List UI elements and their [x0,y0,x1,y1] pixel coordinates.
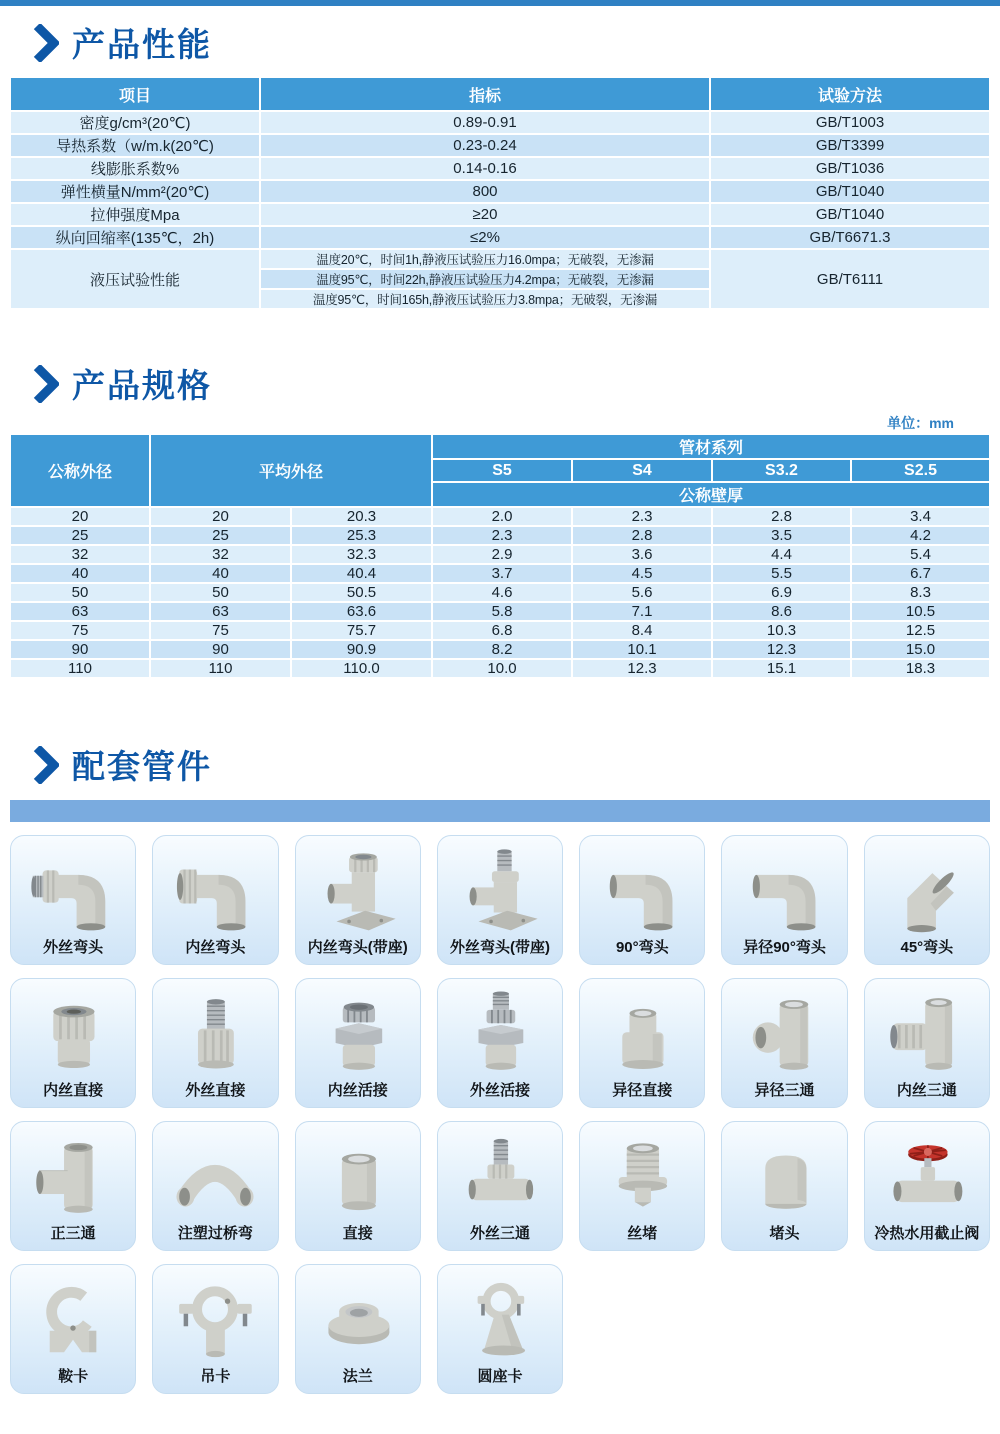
spec-row [10,602,990,621]
cap-icon [722,1122,846,1220]
spec-cell: 15.0 [851,640,990,659]
spec-header-s25: S2.5 [851,459,990,482]
spec-row [10,507,990,526]
spec-cell: 4.2 [851,526,990,545]
spec-cell: 75 [150,621,291,640]
product-label: 正三通 [50,1225,96,1242]
product-card [721,1121,847,1251]
product-card [437,978,563,1108]
spec-cell: 8.2 [432,640,572,659]
product-card [437,1121,563,1251]
spec-cell: 10.5 [851,602,990,621]
product-label: 圆座卡 [477,1368,523,1385]
spec-cell: 10.3 [712,621,851,640]
page-title-specs: 产品规格 [72,367,212,404]
spec-table-body [10,507,990,678]
elbow-icon [580,836,704,934]
spec-row [10,621,990,640]
spec-cell: 2.9 [432,545,572,564]
product-card [864,1121,990,1251]
spec-cell: 15.1 [712,659,851,678]
performance-row [10,111,990,134]
spec-cell: 5.5 [712,564,851,583]
tee-icon [11,1122,135,1220]
spec-cell: 4.5 [572,564,712,583]
page-title-performance: 产品性能 [72,26,212,63]
perf-item: 液压试验性能 [10,249,260,309]
coupling-male-icon [153,979,277,1077]
spec-cell: 32 [10,545,150,564]
tee-nut-icon [865,979,989,1077]
product-label: 异径直接 [612,1082,673,1099]
spec-cell: 90 [150,640,291,659]
perf-method: GB/T1003 [710,111,990,134]
product-label: 直接 [342,1225,373,1242]
product-card [437,835,563,965]
product-label: 注塑过桥弯 [177,1225,253,1242]
spec-cell: 2.0 [432,507,572,526]
product-label: 丝堵 [627,1225,658,1242]
spec-cell: 6.9 [712,583,851,602]
product-card [864,978,990,1108]
elbow-male-icon [11,836,135,934]
spec-cell: 12.5 [851,621,990,640]
product-label: 堵头 [769,1225,800,1242]
spec-header-series-group: 管材系列 [432,434,990,459]
spec-cell: 8.3 [851,583,990,602]
spec-cell: 50 [150,583,291,602]
spec-cell: 5.6 [572,583,712,602]
spec-cell: 7.1 [572,602,712,621]
performance-row [10,134,990,157]
section-divider-band [10,800,990,822]
seat-clamp-icon [438,1265,562,1363]
union-icon [296,979,420,1077]
thread-plug-icon [580,1122,704,1220]
spec-cell: 32.3 [291,545,432,564]
product-label: 内丝弯头 [185,939,246,956]
perf-value: 0.23-0.24 [260,134,710,157]
spec-cell: 8.6 [712,602,851,621]
product-card [295,835,421,965]
perf-method: GB/T6111 [710,249,990,309]
spec-header-row-1 [10,434,990,459]
saddle-clamp-icon [11,1265,135,1363]
performance-table-body [10,111,990,309]
spec-cell: 75 [10,621,150,640]
spec-cell: 90.9 [291,640,432,659]
spec-cell: 20 [10,507,150,526]
perf-method: GB/T6671.3 [710,226,990,249]
perf-item: 密度g/cm³(20℃) [10,111,260,134]
product-label: 吊卡 [200,1368,231,1385]
spec-header-s32: S3.2 [712,459,851,482]
product-card [864,835,990,965]
spec-cell: 25.3 [291,526,432,545]
product-card [579,835,705,965]
product-label: 内丝直接 [43,1082,104,1099]
perf-method: GB/T1036 [710,157,990,180]
product-label: 外丝活接 [469,1082,530,1099]
spec-header-nominal-od: 公称外径 [10,434,150,507]
perf-value: 温度20℃，时间1h,静液压试验压力16.0mpa；无破裂，无渗漏 [260,249,710,269]
product-card [295,1264,421,1394]
spec-row [10,659,990,678]
spec-cell: 75.7 [291,621,432,640]
spec-cell: 3.5 [712,526,851,545]
product-label: 异径90°弯头 [743,939,826,956]
perf-header-value: 指标 [260,77,710,111]
spec-cell: 3.6 [572,545,712,564]
spec-cell: 2.8 [712,507,851,526]
spec-cell: 40.4 [291,564,432,583]
perf-value: ≥20 [260,203,710,226]
product-label: 外丝三通 [469,1225,530,1242]
perf-item: 导热系数（w/m.k(20℃) [10,134,260,157]
product-card [295,1121,421,1251]
spec-cell: 5.4 [851,545,990,564]
spec-cell: 25 [150,526,291,545]
spec-header-s4: S4 [572,459,712,482]
product-label: 鞍卡 [58,1368,89,1385]
perf-item: 线膨胀系数% [10,157,260,180]
spec-header-wall: 公称壁厚 [432,482,990,507]
hanger-clamp-icon [153,1265,277,1363]
spec-row [10,564,990,583]
section-fittings [0,741,1000,1394]
elbow-45-icon [865,836,989,934]
reducer-icon [580,979,704,1077]
product-label: 外丝弯头(带座) [449,939,550,956]
perf-method: GB/T1040 [710,180,990,203]
section-performance [0,19,1000,310]
perf-item: 弹性横量N/mm²(20℃) [10,180,260,203]
product-card [10,1121,136,1251]
spec-cell: 40 [10,564,150,583]
tee-male-icon [438,1122,562,1220]
product-label: 内丝活接 [327,1082,388,1099]
spec-cell: 2.3 [572,507,712,526]
spec-cell: 2.8 [572,526,712,545]
product-card [437,1264,563,1394]
spec-cell: 90 [10,640,150,659]
spec-header-s5: S5 [432,459,572,482]
perf-value: ≤2% [260,226,710,249]
spec-cell: 110 [10,659,150,678]
product-card [295,978,421,1108]
spec-cell: 63 [150,602,291,621]
spec-row [10,526,990,545]
product-label: 冷热水用截止阀 [874,1225,980,1242]
product-card [579,978,705,1108]
spec-cell: 25 [10,526,150,545]
tee-side-icon [722,979,846,1077]
spec-cell: 20.3 [291,507,432,526]
performance-row [10,226,990,249]
spec-cell: 2.3 [432,526,572,545]
product-card [152,1121,278,1251]
spec-cell: 18.3 [851,659,990,678]
spec-cell: 6.8 [432,621,572,640]
product-card [721,835,847,965]
perf-value: 温度95℃，时间22h,静液压试验压力4.2mpa；无破裂，无渗漏 [260,269,710,289]
section-specs [0,360,1000,679]
coupling-female-icon [11,979,135,1077]
product-card [10,978,136,1108]
perf-value: 温度95℃，时间165h,静液压试验压力3.8mpa；无破裂，无渗漏 [260,289,710,309]
performance-table [9,76,991,310]
spec-row [10,640,990,659]
spec-cell: 10.1 [572,640,712,659]
flange-icon [296,1265,420,1363]
spec-cell: 4.4 [712,545,851,564]
product-label: 异径三通 [754,1082,815,1099]
spec-cell: 63.6 [291,602,432,621]
spec-cell: 4.6 [432,583,572,602]
spec-table [9,433,991,679]
coupling-icon [296,1122,420,1220]
fittings-grid [10,835,990,1394]
spec-row [10,583,990,602]
elbow-icon [722,836,846,934]
product-label: 内丝弯头(带座) [307,939,408,956]
product-card [152,978,278,1108]
perf-header-item: 项目 [10,77,260,111]
product-label: 90°弯头 [615,939,669,956]
product-card [721,978,847,1108]
fittings-title-row [0,741,1000,788]
perf-item: 拉伸强度Mpa [10,203,260,226]
perf-header-method: 试验方法 [710,77,990,111]
performance-row [10,157,990,180]
perf-value: 800 [260,180,710,203]
chevron-right-icon [33,24,59,62]
product-card [152,1264,278,1394]
perf-method: GB/T1040 [710,203,990,226]
spec-cell: 12.3 [572,659,712,678]
performance-hydraulic-row [10,249,990,269]
spec-cell: 40 [150,564,291,583]
product-card [152,835,278,965]
performance-row [10,203,990,226]
page-title-fittings: 配套管件 [72,748,212,785]
top-strip [0,0,1000,6]
perf-value: 0.89-0.91 [260,111,710,134]
spec-cell: 63 [10,602,150,621]
spec-cell: 10.0 [432,659,572,678]
spec-cell: 3.4 [851,507,990,526]
product-label: 45°弯头 [900,939,954,956]
spec-cell: 6.7 [851,564,990,583]
chevron-right-icon [33,746,59,784]
stop-valve-icon [865,1122,989,1220]
product-label: 外丝弯头 [43,939,104,956]
spec-cell: 5.8 [432,602,572,621]
union-male-icon [438,979,562,1077]
spec-cell: 110 [150,659,291,678]
product-card [10,835,136,965]
perf-value: 0.14-0.16 [260,157,710,180]
spec-cell: 3.7 [432,564,572,583]
performance-header-row [10,77,990,111]
product-label: 外丝直接 [185,1082,246,1099]
performance-title-row [0,19,1000,66]
spec-cell: 12.3 [712,640,851,659]
perf-item: 纵向回缩率(135℃，2h) [10,226,260,249]
performance-row [10,180,990,203]
product-card [10,1264,136,1394]
product-card [579,1121,705,1251]
spec-row [10,545,990,564]
elbow-female-icon [153,836,277,934]
spec-cell: 50 [10,583,150,602]
product-label: 法兰 [342,1368,373,1385]
spec-header-avg-od: 平均外径 [150,434,432,507]
unit-label: 单位：mm [887,415,954,431]
bridge-bend-icon [153,1122,277,1220]
specs-title-row [0,360,1000,407]
spec-cell: 8.4 [572,621,712,640]
chevron-right-icon [33,365,59,403]
elbow-seat-male-icon [438,836,562,934]
product-label: 内丝三通 [896,1082,957,1099]
elbow-seat-icon [296,836,420,934]
perf-method: GB/T3399 [710,134,990,157]
spec-cell: 110.0 [291,659,432,678]
spec-cell: 32 [150,545,291,564]
spec-cell: 50.5 [291,583,432,602]
spec-cell: 20 [150,507,291,526]
